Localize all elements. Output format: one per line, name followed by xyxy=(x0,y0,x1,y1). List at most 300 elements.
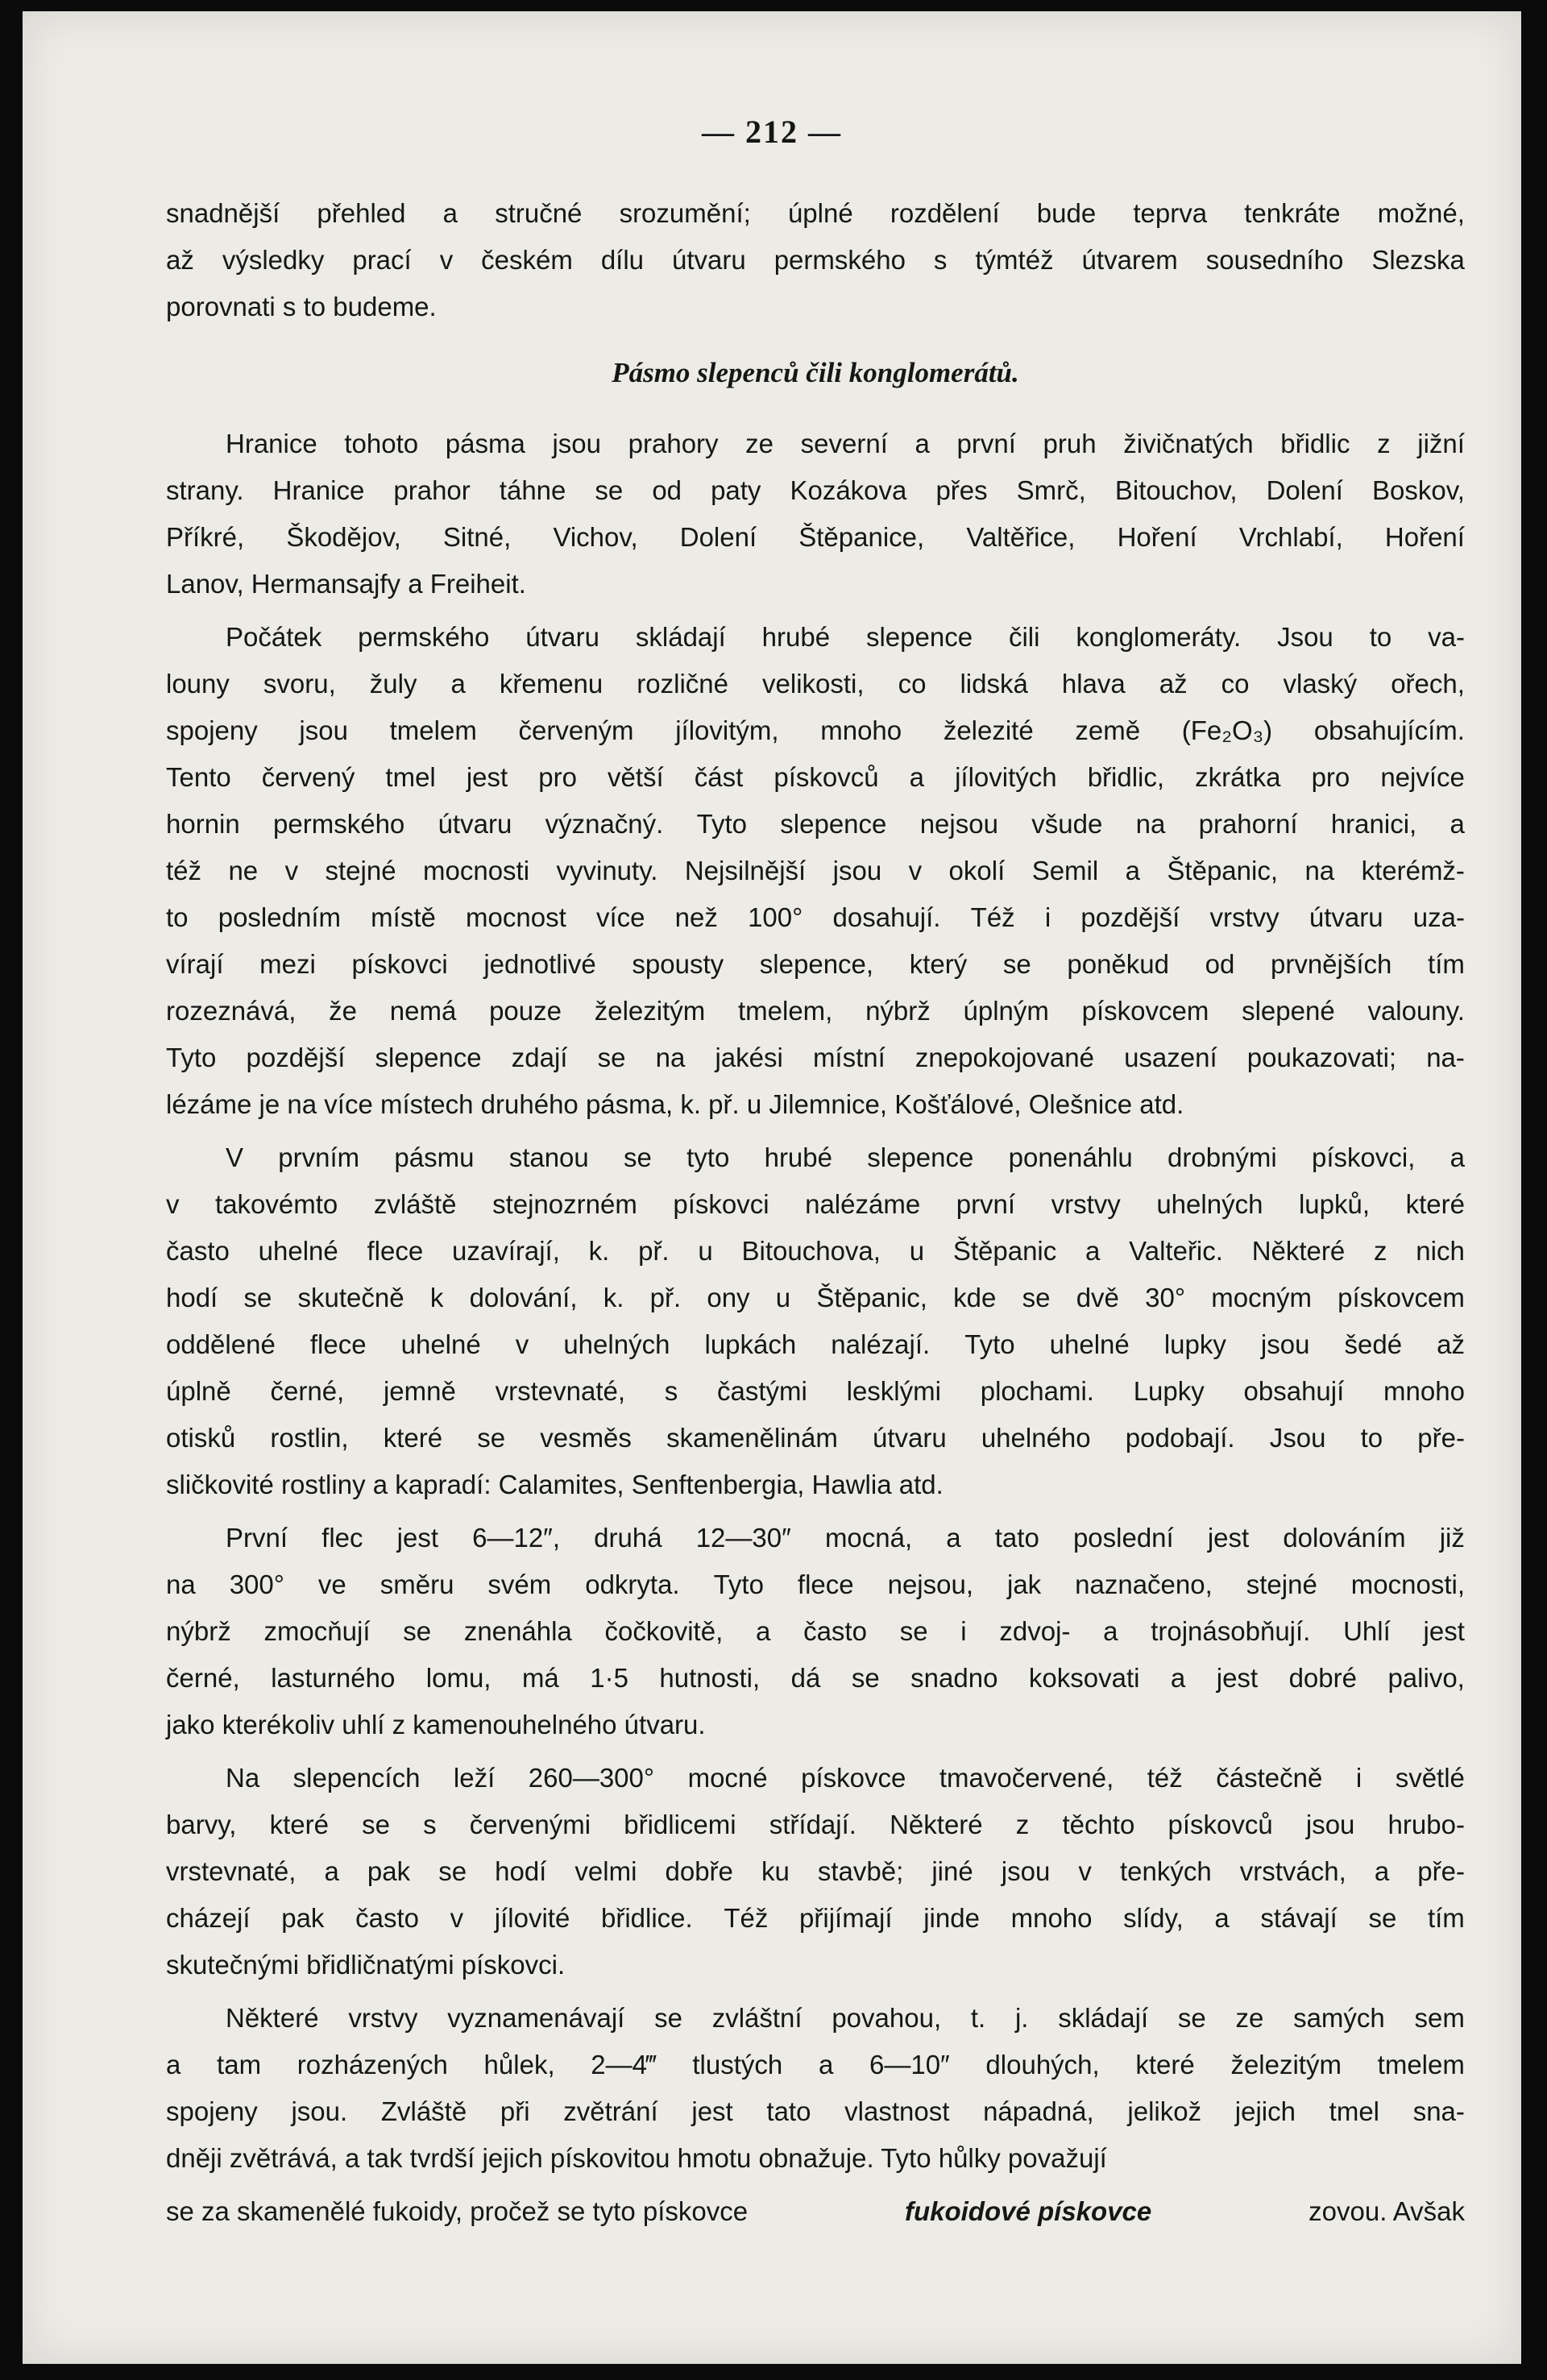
word: sna- xyxy=(1412,2096,1465,2126)
word: úplné xyxy=(787,198,853,228)
word: usazení xyxy=(1124,1043,1217,1072)
word: jsou xyxy=(1260,1329,1310,1359)
word: Jsou xyxy=(1277,622,1333,652)
text-line xyxy=(166,941,1465,988)
word: jílovitých xyxy=(955,762,1057,792)
word: zmocňují xyxy=(263,1616,371,1646)
word: částečně xyxy=(1216,1763,1323,1793)
word: dlouhých, xyxy=(985,2050,1100,2079)
text-line xyxy=(166,1802,1465,1848)
word: zvláštní xyxy=(711,2003,803,2033)
word: co xyxy=(1221,669,1250,699)
word: a xyxy=(909,762,925,792)
word: jsou xyxy=(299,715,348,745)
word: lupkách xyxy=(704,1329,797,1359)
word: mocné xyxy=(687,1763,768,1793)
word: slídy, xyxy=(1123,1903,1184,1933)
word: tato xyxy=(994,1523,1039,1553)
word: Tyto xyxy=(696,809,747,839)
word: že xyxy=(329,996,358,1026)
word: čočkovitě, xyxy=(604,1616,724,1646)
word: se xyxy=(624,1142,652,1172)
word: šedé xyxy=(1344,1329,1403,1359)
word: a xyxy=(450,669,466,699)
word: k. xyxy=(603,1283,624,1312)
word: Tento xyxy=(166,762,231,792)
word: jakési xyxy=(715,1043,783,1072)
word: mezi xyxy=(259,949,316,979)
word: znenáhla xyxy=(463,1616,572,1646)
word: živičnatých xyxy=(1123,429,1254,458)
word: Vichov, xyxy=(553,522,638,552)
text-line xyxy=(166,1848,1465,1895)
word: snadnější xyxy=(166,198,280,228)
word: Hranice xyxy=(226,429,317,458)
word: svoru, xyxy=(263,669,336,699)
word: až xyxy=(1437,1329,1465,1359)
text-line xyxy=(166,1181,1465,1228)
word: jsou xyxy=(832,856,882,885)
word: naznačeno, xyxy=(1075,1569,1213,1599)
word: vlastnost xyxy=(844,2096,950,2126)
word: dolování, xyxy=(469,1283,578,1312)
word: jest xyxy=(1216,1663,1259,1693)
word: první xyxy=(956,429,1016,458)
word: jinde xyxy=(923,1903,980,1933)
word: na xyxy=(1135,809,1166,839)
word: k. xyxy=(588,1236,610,1266)
text-line xyxy=(166,1035,1465,1081)
word: s xyxy=(664,1376,678,1406)
word: uhelných xyxy=(563,1329,670,1359)
word: Valteřic. xyxy=(1129,1236,1223,1266)
word: Zvláště xyxy=(380,2096,467,2126)
word: Bitouchov, xyxy=(1114,475,1238,505)
word: Některé xyxy=(226,2003,319,2033)
word: vrstevnaté, xyxy=(495,1376,626,1406)
word: červenými xyxy=(469,1810,591,1839)
word: pro xyxy=(538,762,577,792)
word: sousedního xyxy=(1205,245,1344,275)
word: břidlic xyxy=(1280,429,1350,458)
word: jsou xyxy=(1001,1856,1051,1886)
word: hrubé xyxy=(764,1142,832,1172)
word: louny xyxy=(166,669,230,699)
word: první xyxy=(956,1189,1016,1219)
word: dá xyxy=(790,1663,821,1693)
word: ze xyxy=(1235,2003,1264,2033)
word: a xyxy=(1450,1142,1465,1172)
word: prahorní xyxy=(1198,809,1298,839)
word: (Fe₂O₃) xyxy=(1181,715,1273,745)
word: mnoho xyxy=(820,715,902,745)
word: slepence xyxy=(865,622,973,652)
text-line xyxy=(166,237,1465,284)
word: prvnějších xyxy=(1270,949,1392,979)
word: z xyxy=(1377,429,1391,458)
word: jemně xyxy=(383,1376,456,1406)
word: Tyto xyxy=(964,1329,1015,1359)
word: Příkré, xyxy=(166,522,245,552)
word: tmelem xyxy=(389,715,477,745)
word: zvláště xyxy=(373,1189,457,1219)
word: vlaský xyxy=(1283,669,1358,699)
text-line xyxy=(166,1755,1465,1802)
word: drobnými xyxy=(1168,1142,1277,1172)
word: druhá xyxy=(594,1523,662,1553)
word: často xyxy=(166,1236,230,1266)
word: ořech, xyxy=(1391,669,1465,699)
word: spojeny xyxy=(166,715,258,745)
word: břidlice. xyxy=(600,1903,693,1933)
word: stanou xyxy=(508,1142,589,1172)
word: poslední xyxy=(1072,1523,1174,1553)
word: tyto xyxy=(686,1142,730,1172)
word: s xyxy=(423,1810,437,1839)
word: které xyxy=(1135,2050,1195,2079)
word: otisků xyxy=(166,1423,236,1453)
word: koksovati xyxy=(1028,1663,1140,1693)
word: hrubé xyxy=(761,622,831,652)
text-line: sličkovité rostliny a kapradí: Calamites, Senftenbergia, Hawlia atd. xyxy=(166,1470,944,1499)
word: to xyxy=(166,902,189,932)
word: se xyxy=(362,1810,390,1839)
word: vyvinuty. xyxy=(556,856,658,885)
word: flece xyxy=(367,1236,424,1266)
word: slepence xyxy=(867,1142,974,1172)
word: zvětrání xyxy=(563,2096,658,2126)
word: a xyxy=(1450,809,1465,839)
word: pásmu xyxy=(394,1142,475,1172)
word: větší xyxy=(608,762,664,792)
word: se xyxy=(654,2003,682,2033)
word: stejné xyxy=(325,856,396,885)
word: obsahují xyxy=(1243,1376,1345,1406)
text-line xyxy=(166,707,1465,754)
word: část xyxy=(694,762,744,792)
word: pískovců xyxy=(1168,1810,1273,1839)
word: prahory xyxy=(628,429,719,458)
text-line xyxy=(166,1895,1465,1942)
word: flece xyxy=(797,1569,854,1599)
word: Dolení xyxy=(1266,475,1343,505)
word: valouny. xyxy=(1367,996,1465,1026)
word: až xyxy=(1159,669,1188,699)
word: tato xyxy=(766,2096,811,2126)
word: často xyxy=(355,1903,419,1933)
text-line xyxy=(166,1995,1465,2042)
word: nalézáme xyxy=(805,1189,921,1219)
paragraph-gap xyxy=(166,1748,1465,1755)
word: přehled xyxy=(317,198,406,228)
word: dolováním xyxy=(1283,1523,1406,1553)
word: v xyxy=(1078,1856,1092,1886)
word: lupků, xyxy=(1298,1189,1371,1219)
word: světlé xyxy=(1395,1763,1465,1793)
word: se xyxy=(851,1663,880,1693)
word: severní xyxy=(800,429,888,458)
word: vrstvy xyxy=(1051,1189,1121,1219)
word: 100° xyxy=(748,902,803,932)
word: u xyxy=(698,1236,713,1266)
paragraph-gap xyxy=(166,607,1465,614)
word: poukazovati; xyxy=(1246,1043,1397,1072)
word: pískovci xyxy=(351,949,448,979)
word: útvaru xyxy=(438,809,512,839)
word: mocným xyxy=(1211,1283,1312,1312)
word: a xyxy=(442,198,458,228)
word: mocnost xyxy=(466,902,566,932)
word: výsledky xyxy=(222,245,325,275)
word: zkrátka xyxy=(1195,762,1281,792)
word: pruh xyxy=(1043,429,1097,458)
word: červeným xyxy=(518,715,634,745)
word: lomu, xyxy=(425,1663,491,1693)
word: mocnosti xyxy=(423,856,530,885)
word: spousty xyxy=(632,949,724,979)
word: i xyxy=(1044,902,1051,932)
word: t. xyxy=(970,2003,986,2033)
word: odkryta. xyxy=(585,1569,680,1599)
word: velikosti, xyxy=(762,669,865,699)
word: uhelné xyxy=(258,1236,338,1266)
word: i xyxy=(960,1616,967,1646)
word: vyznamenávají xyxy=(447,2003,625,2033)
word: se xyxy=(899,1616,928,1646)
word: slepené xyxy=(1242,996,1335,1026)
word: země xyxy=(1075,715,1141,745)
word: rozličné xyxy=(637,669,728,699)
word: pře- xyxy=(1417,1856,1465,1886)
text-line xyxy=(166,2188,1465,2235)
word: týmtéž xyxy=(975,245,1054,275)
word: hornin xyxy=(166,809,240,839)
paragraph-gap xyxy=(166,2182,1465,2188)
word: dvě xyxy=(1076,1283,1119,1312)
word: zdají xyxy=(511,1043,568,1072)
word: př. xyxy=(649,1283,682,1312)
word: 30° xyxy=(1145,1283,1186,1312)
text-line xyxy=(166,988,1465,1035)
word: jest xyxy=(466,762,508,792)
word: uzavírají, xyxy=(452,1236,560,1266)
word: pískovcem xyxy=(1338,1283,1465,1312)
text-line xyxy=(166,1515,1465,1561)
word: kterémž- xyxy=(1361,856,1465,885)
word: pásma xyxy=(445,429,525,458)
text-line: jako kterékoliv uhlí z kamenouhelného útvaru. xyxy=(166,1710,706,1739)
word: pískovci, xyxy=(1312,1142,1416,1172)
word: permského xyxy=(358,622,490,652)
word: útvaru xyxy=(872,1423,947,1453)
word: plochami. xyxy=(980,1376,1094,1406)
word: leží xyxy=(453,1763,496,1793)
word: va- xyxy=(1428,622,1465,652)
word: které xyxy=(1405,1189,1465,1219)
word: tmel xyxy=(1329,2096,1380,2126)
word: to xyxy=(1369,622,1392,652)
word: při xyxy=(500,2096,530,2126)
word: těchto xyxy=(1062,1810,1135,1839)
word: rozdělení xyxy=(890,198,1000,228)
word: 260—300° xyxy=(528,1763,655,1793)
text-line: dněji zvětrává, a tak tvrdší jejich pískovitou hmotu obnažuje. Tyto hůlky považují xyxy=(166,2143,1107,2173)
word: jednotlivé xyxy=(483,949,596,979)
word: bude xyxy=(1036,198,1097,228)
word: Semil xyxy=(1031,856,1099,885)
word: 300° xyxy=(229,1569,284,1599)
text-line xyxy=(166,1368,1465,1415)
text-line xyxy=(166,1321,1465,1368)
word: skamenělinám xyxy=(666,1423,838,1453)
word: čili xyxy=(1008,622,1040,652)
word: tlustých xyxy=(692,2050,783,2079)
word: barvy, xyxy=(166,1810,237,1839)
word: dobré xyxy=(1288,1663,1357,1693)
word: rozeznává, xyxy=(166,996,297,1026)
text-line: lézáme je na více místech druhého pásma, k. př. u Jilemnice, Košťálové, Olešnice atd. xyxy=(166,1089,1184,1119)
word: s xyxy=(933,245,948,275)
word: ponenáhlu xyxy=(1008,1142,1133,1172)
word: 12—30″ xyxy=(695,1523,791,1553)
word: mnoho xyxy=(1010,1903,1093,1933)
word: tmavočervené, xyxy=(939,1763,1114,1793)
text-run: se za skamenělé fukoidy, pročež se tyto pískovce xyxy=(166,2196,749,2226)
word: se xyxy=(243,1283,272,1312)
word: českém xyxy=(481,245,573,275)
word: hlava xyxy=(1061,669,1126,699)
word: též xyxy=(166,856,202,885)
word: hrubo- xyxy=(1387,1810,1465,1839)
word: rozházených xyxy=(297,2050,448,2079)
word: a xyxy=(1125,856,1140,885)
word: a xyxy=(166,2050,181,2079)
word: tmel xyxy=(385,762,436,792)
word: Tyto xyxy=(166,1043,217,1072)
word: pak xyxy=(281,1903,325,1933)
word: tmelem xyxy=(1377,2050,1465,2079)
text-line xyxy=(166,1561,1465,1608)
word: Na xyxy=(226,1763,260,1793)
word: Hoření xyxy=(1384,522,1465,552)
word: permského xyxy=(774,245,906,275)
word: Štěpanice, xyxy=(798,522,925,552)
word: flec xyxy=(321,1523,363,1553)
word: pozdější xyxy=(246,1043,346,1072)
word: v xyxy=(439,245,454,275)
word: pro xyxy=(1311,762,1350,792)
word: zdvoj- xyxy=(999,1616,1071,1646)
text-line: porovnati s to budeme. xyxy=(166,292,437,321)
word: a xyxy=(946,1523,961,1553)
word: tohoto xyxy=(344,429,419,458)
word: mnoho xyxy=(1383,1376,1465,1406)
word: a xyxy=(755,1616,771,1646)
text-line xyxy=(166,754,1465,801)
word: který xyxy=(909,949,968,979)
word: posledním xyxy=(218,902,341,932)
word: 2—4‴ xyxy=(591,2050,657,2079)
word: jiné xyxy=(931,1856,973,1886)
word: lupky xyxy=(1163,1329,1226,1359)
word: dobře xyxy=(665,1856,733,1886)
word: 1·5 xyxy=(590,1663,628,1693)
word: př. xyxy=(638,1236,670,1266)
word: od xyxy=(652,475,682,505)
word: které xyxy=(383,1423,443,1453)
word: jílovité xyxy=(494,1903,570,1933)
text-line xyxy=(166,467,1465,514)
word: vírají xyxy=(166,949,224,979)
word: 6—10″ xyxy=(869,2050,950,2079)
word: slepencích xyxy=(292,1763,421,1793)
word: samých xyxy=(1293,2003,1385,2033)
word: skládají xyxy=(1058,2003,1149,2033)
word: přes xyxy=(935,475,988,505)
word: dosahují. xyxy=(832,902,941,932)
word: pískovců xyxy=(774,762,879,792)
word: slepence, xyxy=(759,949,874,979)
word: železité xyxy=(943,715,1034,745)
word: ne xyxy=(228,856,259,885)
word: Smrč, xyxy=(1016,475,1086,505)
word: útvaru xyxy=(1309,902,1383,932)
word: místě xyxy=(371,902,436,932)
word: lidská xyxy=(960,669,1028,699)
paragraph-gap xyxy=(166,1128,1465,1134)
word: a xyxy=(818,2050,834,2079)
body-text xyxy=(166,190,1465,2235)
word: v xyxy=(450,1903,464,1933)
word: Sitné, xyxy=(442,522,512,552)
paragraph-gap xyxy=(166,1508,1465,1515)
word: velmi xyxy=(574,1856,637,1886)
book-page xyxy=(23,11,1521,2364)
word: jest xyxy=(1423,1616,1465,1646)
word: se xyxy=(1368,1903,1397,1933)
word: se xyxy=(1002,949,1031,979)
word: pískovcem xyxy=(1081,996,1209,1026)
paragraph-gap xyxy=(166,330,1465,337)
word: prvním xyxy=(278,1142,360,1172)
word: častými xyxy=(717,1376,807,1406)
word: nápadná, xyxy=(983,2096,1094,2126)
word: z xyxy=(1374,1236,1387,1266)
word: se xyxy=(403,1616,432,1646)
word: uhelného xyxy=(981,1423,1091,1453)
word: černé, xyxy=(166,1663,240,1693)
word: a xyxy=(915,429,930,458)
word: prahor xyxy=(393,475,471,505)
word: pískovce xyxy=(801,1763,906,1793)
word: jsou. xyxy=(291,2096,348,2126)
paragraph-gap xyxy=(166,1988,1465,1995)
word: tenkých xyxy=(1119,1856,1212,1886)
word: slepence xyxy=(780,809,887,839)
word: vrstvy xyxy=(348,2003,418,2033)
word: Počátek xyxy=(226,622,322,652)
word: přijímají xyxy=(799,1903,893,1933)
word: stejné xyxy=(1246,1569,1317,1599)
word: které xyxy=(269,1810,329,1839)
word: srozumění; xyxy=(619,198,751,228)
word: vrstvy xyxy=(1209,902,1279,932)
word: První xyxy=(226,1523,288,1553)
text-line xyxy=(166,1655,1465,1702)
word: význačný. xyxy=(545,809,664,839)
word: více xyxy=(595,902,645,932)
word: v xyxy=(166,1189,180,1219)
